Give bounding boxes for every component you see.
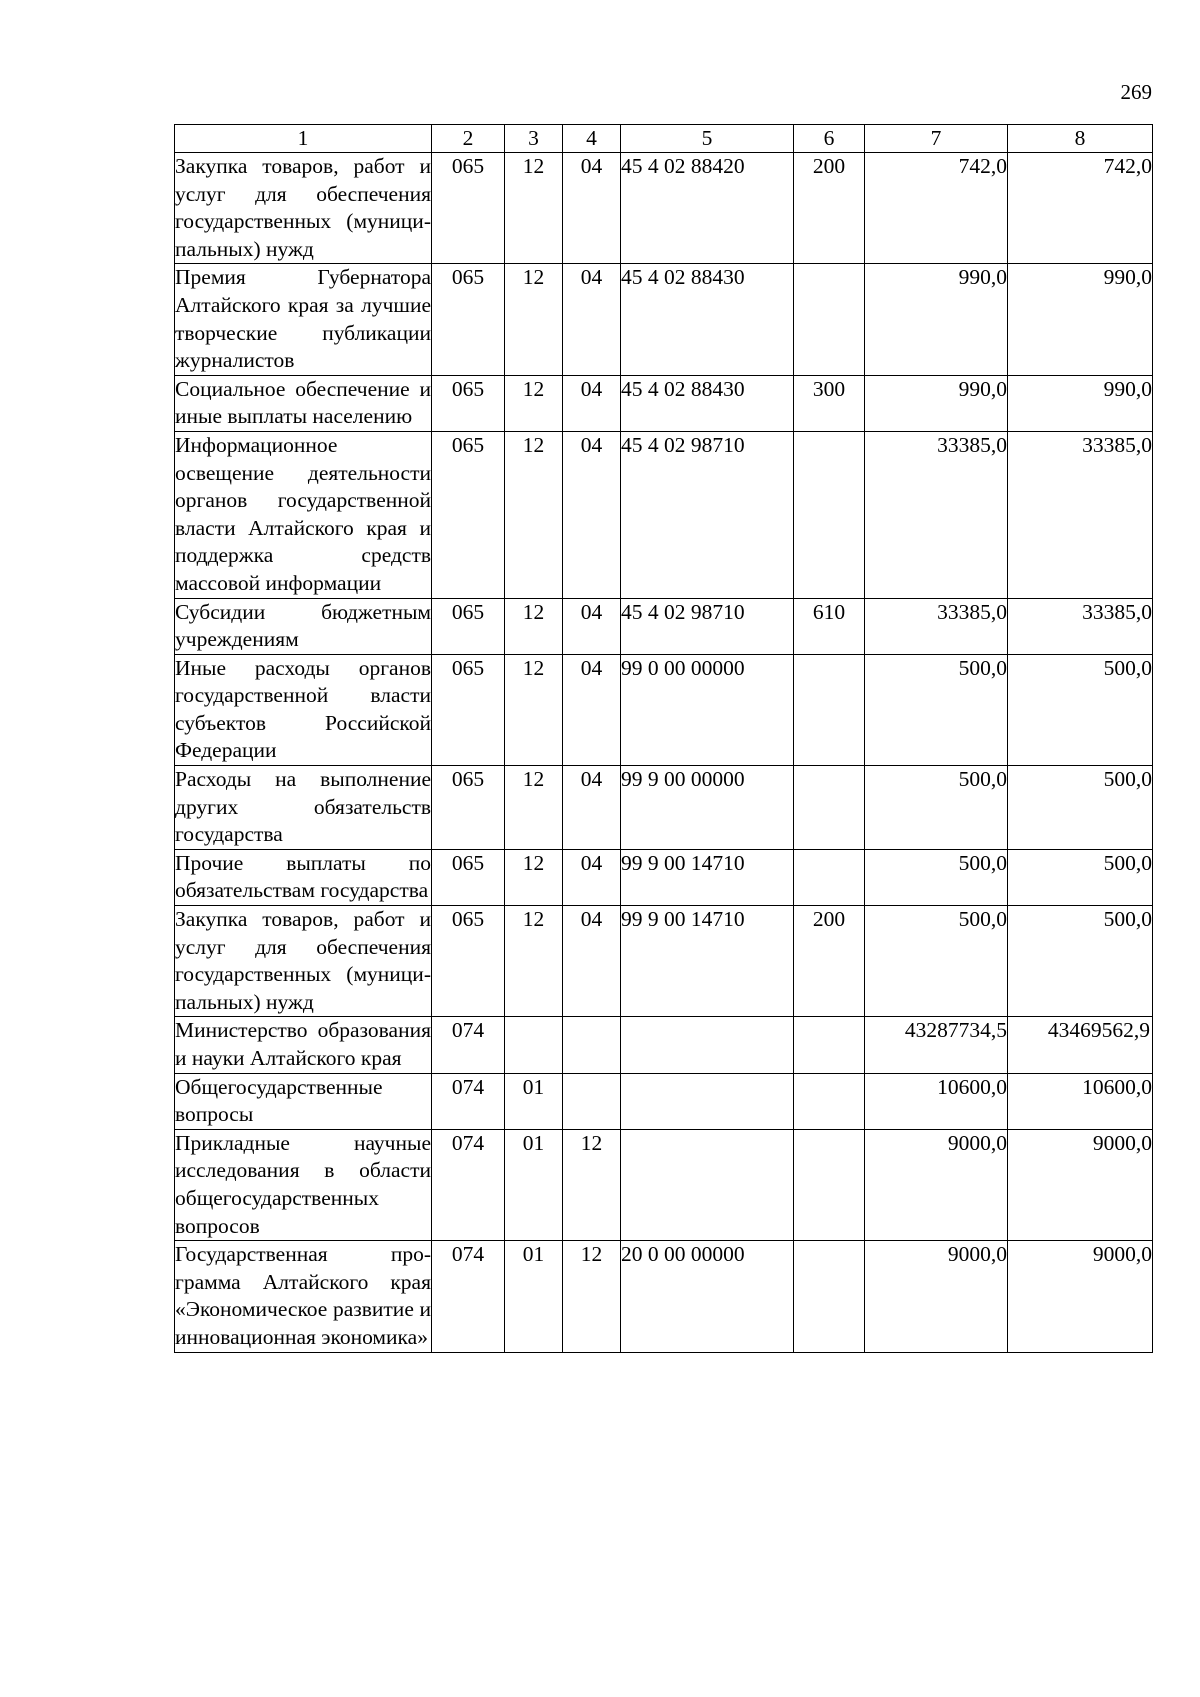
subsection-cell: 04 [563, 906, 621, 1017]
amount-year1-cell: 33385,0 [865, 431, 1008, 598]
ministry-code-cell: 065 [432, 153, 505, 264]
subsection-cell: 04 [563, 375, 621, 431]
expense-type-cell [794, 1241, 865, 1352]
expense-type-cell [794, 766, 865, 850]
section-cell: 12 [505, 766, 563, 850]
amount-year2-cell: 33385,0 [1008, 431, 1153, 598]
subsection-cell: 04 [563, 598, 621, 654]
row-name-cell: Министерство образования и науки Алтайского края [175, 1017, 432, 1073]
row-name-cell: Премия Губернатора Алтайского края за лучшие творческие публикации журналистов [175, 264, 432, 375]
subsection-cell [563, 1017, 621, 1073]
amount-year2-cell: 742,0 [1008, 153, 1153, 264]
expense-type-cell [794, 264, 865, 375]
amount-year2-cell: 990,0 [1008, 375, 1153, 431]
section-cell: 01 [505, 1073, 563, 1129]
target-article-cell: 99 9 00 14710 [621, 906, 794, 1017]
column-header-7: 7 [865, 125, 1008, 153]
subsection-cell: 04 [563, 849, 621, 905]
ministry-code-cell: 065 [432, 375, 505, 431]
amount-year2-cell: 500,0 [1008, 654, 1153, 765]
table-row [175, 153, 1153, 264]
expense-type-cell [794, 431, 865, 598]
column-header-4: 4 [563, 125, 621, 153]
table-row [175, 766, 1153, 850]
page-number: 269 [1120, 80, 1152, 104]
subsection-cell: 04 [563, 153, 621, 264]
amount-year2-cell: 9000,0 [1008, 1241, 1153, 1352]
table-row [175, 906, 1153, 1017]
section-cell: 01 [505, 1241, 563, 1352]
target-article-cell: 99 9 00 14710 [621, 849, 794, 905]
expense-type-cell [794, 1129, 865, 1240]
target-article-cell [621, 1017, 794, 1073]
target-article-cell: 99 0 00 00000 [621, 654, 794, 765]
expense-type-cell: 300 [794, 375, 865, 431]
table-row [175, 375, 1153, 431]
target-article-cell: 45 4 02 98710 [621, 598, 794, 654]
amount-year2-cell: 500,0 [1008, 906, 1153, 1017]
row-name-cell: Иные расходы органов государственной власти субъектов Российской Федерации [175, 654, 432, 765]
amount-year1-cell: 990,0 [865, 375, 1008, 431]
section-cell: 12 [505, 264, 563, 375]
section-cell [505, 1017, 563, 1073]
subsection-cell [563, 1073, 621, 1129]
target-article-cell: 99 9 00 00000 [621, 766, 794, 850]
section-cell: 12 [505, 654, 563, 765]
target-article-cell [621, 1073, 794, 1129]
column-header-8: 8 [1008, 125, 1153, 153]
ministry-code-cell: 065 [432, 654, 505, 765]
ministry-code-cell: 065 [432, 264, 505, 375]
section-cell: 12 [505, 431, 563, 598]
row-name-cell: Закупка товаров, работ и услуг для обеспечения государственных (муниципальных) нужд [175, 906, 432, 1017]
column-header-1: 1 [175, 125, 432, 153]
budget-table [174, 124, 1153, 1353]
header-row [175, 125, 1153, 153]
section-cell: 12 [505, 153, 563, 264]
expense-type-cell: 610 [794, 598, 865, 654]
expense-type-cell [794, 1017, 865, 1073]
section-cell: 12 [505, 906, 563, 1017]
subsection-cell: 12 [563, 1241, 621, 1352]
amount-year2-cell: 500,0 [1008, 849, 1153, 905]
expense-type-cell [794, 654, 865, 765]
column-header-2: 2 [432, 125, 505, 153]
amount-year2-cell: 10600,0 [1008, 1073, 1153, 1129]
expense-type-cell [794, 849, 865, 905]
expense-type-cell: 200 [794, 906, 865, 1017]
expense-type-cell: 200 [794, 153, 865, 264]
target-article-cell: 45 4 02 98710 [621, 431, 794, 598]
subsection-cell: 04 [563, 431, 621, 598]
row-name-cell: Социальное обеспечение и иные выплаты населению [175, 375, 432, 431]
target-article-cell: 20 0 00 00000 [621, 1241, 794, 1352]
subsection-cell: 12 [563, 1129, 621, 1240]
target-article-cell: 45 4 02 88430 [621, 264, 794, 375]
ministry-code-cell: 065 [432, 906, 505, 1017]
row-name-cell: Прочие выплаты по обязательствам государства [175, 849, 432, 905]
amount-year1-cell: 742,0 [865, 153, 1008, 264]
ministry-code-cell: 074 [432, 1241, 505, 1352]
amount-year2-cell: 9000,0 [1008, 1129, 1153, 1240]
ministry-code-cell: 065 [432, 431, 505, 598]
table-row [175, 1073, 1153, 1129]
amount-year1-cell: 500,0 [865, 766, 1008, 850]
row-name-cell: Расходы на выполнение других обязательств государства [175, 766, 432, 850]
amount-year1-cell: 990,0 [865, 264, 1008, 375]
table-row [175, 1017, 1153, 1073]
ministry-code-cell: 074 [432, 1073, 505, 1129]
table-row [175, 598, 1153, 654]
section-cell: 12 [505, 375, 563, 431]
amount-year1-cell: 500,0 [865, 654, 1008, 765]
ministry-code-cell: 065 [432, 849, 505, 905]
expense-type-cell [794, 1073, 865, 1129]
target-article-cell: 45 4 02 88430 [621, 375, 794, 431]
table-row [175, 264, 1153, 375]
ministry-code-cell: 065 [432, 598, 505, 654]
row-name-cell: Информационное освещение деятельности органов государственной власти Алтайского края и поддержка средств массовой информации [175, 431, 432, 598]
amount-year2-cell: 500,0 [1008, 766, 1153, 850]
table-row [175, 849, 1153, 905]
row-name-cell: Государственная программа Алтайского края «Экономическое развитие и инновационная экономика» [175, 1241, 432, 1352]
amount-year2-cell: 33385,0 [1008, 598, 1153, 654]
target-article-cell [621, 1129, 794, 1240]
ministry-code-cell: 065 [432, 766, 505, 850]
subsection-cell: 04 [563, 654, 621, 765]
table-body [175, 153, 1153, 1353]
amount-year1-cell: 33385,0 [865, 598, 1008, 654]
subsection-cell: 04 [563, 264, 621, 375]
section-cell: 01 [505, 1129, 563, 1240]
row-name-cell: Общегосударственные вопросы [175, 1073, 432, 1129]
amount-year1-cell: 10600,0 [865, 1073, 1008, 1129]
section-cell: 12 [505, 598, 563, 654]
section-cell: 12 [505, 849, 563, 905]
target-article-cell: 45 4 02 88420 [621, 153, 794, 264]
table-row [175, 1241, 1153, 1352]
row-name-cell: Закупка товаров, работ и услуг для обеспечения государственных (муниципальных) нужд [175, 153, 432, 264]
table-row [175, 431, 1153, 598]
row-name-cell: Прикладные научные исследования в области общегосударственных вопросов [175, 1129, 432, 1240]
row-name-cell: Субсидии бюджетным учреждениям [175, 598, 432, 654]
table-row [175, 654, 1153, 765]
subsection-cell: 04 [563, 766, 621, 850]
amount-year2-cell: 990,0 [1008, 264, 1153, 375]
amount-year1-cell: 9000,0 [865, 1129, 1008, 1240]
table-row [175, 1129, 1153, 1240]
amount-year1-cell: 43287734,5 [865, 1017, 1008, 1073]
column-header-6: 6 [794, 125, 865, 153]
ministry-code-cell: 074 [432, 1129, 505, 1240]
ministry-code-cell: 074 [432, 1017, 505, 1073]
amount-year1-cell: 500,0 [865, 849, 1008, 905]
amount-year1-cell: 500,0 [865, 906, 1008, 1017]
column-header-5: 5 [621, 125, 794, 153]
amount-year1-cell: 9000,0 [865, 1241, 1008, 1352]
amount-year2-cell: 43469562,9 [1008, 1017, 1153, 1073]
column-header-3: 3 [505, 125, 563, 153]
